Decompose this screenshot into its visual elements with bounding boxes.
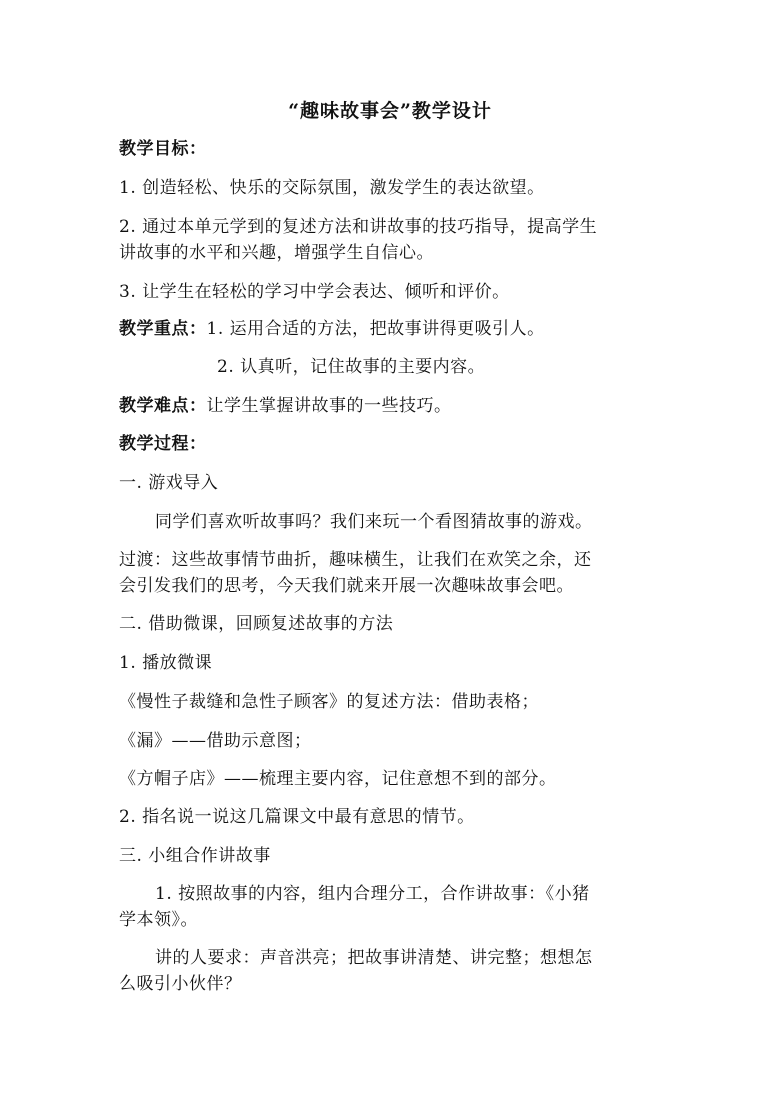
transition-line-2: 会引发我们的思考，今天我们就来开展一次趣味故事会吧。 <box>119 576 574 596</box>
step-3-1-line-2: 学本领》。 <box>119 910 198 930</box>
key-points-row <box>119 316 659 342</box>
method-1: 《慢性子裁缝和急性子顾客》的复述方法：借助表格； <box>119 692 539 712</box>
difficulty-row <box>119 393 659 419</box>
key-point-2: 2. 认真听，记住故事的主要内容。 <box>217 357 486 377</box>
method-3: 《方帽子店》——梳理主要内容，记住意想不到的部分。 <box>119 769 557 789</box>
step-2-1: 1. 播放微课 <box>119 653 213 673</box>
key-points-label: 教学重点： <box>119 319 207 339</box>
objectives-heading: 教学目标： <box>119 139 207 159</box>
objective-1: 1. 创造轻松、快乐的交际氛围，激发学生的表达欲望。 <box>119 178 545 198</box>
step-3-1-line-1: 1. 按照故事的内容，组内合理分工，合作讲故事：《小猪 <box>155 884 590 904</box>
transition-line-1: 过渡：这些故事情节曲折，趣味横生，让我们在欢笑之余，还 <box>119 550 592 570</box>
document-title: “趣味故事会”教学设计 <box>288 100 492 122</box>
key-point-1: 1. 运用合适的方法，把故事讲得更吸引人。 <box>206 319 545 339</box>
section-3-heading: 三. 小组合作讲故事 <box>119 846 271 866</box>
section-1-text: 同学们喜欢听故事吗？我们来玩一个看图猜故事的游戏。 <box>155 512 593 532</box>
method-2: 《漏》——借助示意图； <box>119 731 312 751</box>
difficulty-label: 教学难点： <box>119 396 207 416</box>
section-2-heading: 二. 借助微课，回顾复述故事的方法 <box>119 614 394 634</box>
requirement-line-2: 么吸引小伙伴？ <box>119 974 242 994</box>
section-1-heading: 一. 游戏导入 <box>119 473 219 493</box>
requirement-line-1: 讲的人要求：声音洪亮；把故事讲清楚、讲完整；想想怎 <box>155 948 593 968</box>
objective-2-line-2: 讲故事的水平和兴趣，增强学生自信心。 <box>119 243 434 263</box>
process-heading: 教学过程： <box>119 434 207 454</box>
step-2-2: 2. 指名说一说这几篇课文中最有意思的情节。 <box>119 807 475 827</box>
difficulty-text: 让学生掌握讲故事的一些技巧。 <box>206 396 452 416</box>
objective-3: 3. 让学生在轻松的学习中学会表达、倾听和评价。 <box>119 282 510 302</box>
objective-2-line-1: 2. 通过本单元学到的复述方法和讲故事的技巧指导，提高学生 <box>119 217 598 237</box>
